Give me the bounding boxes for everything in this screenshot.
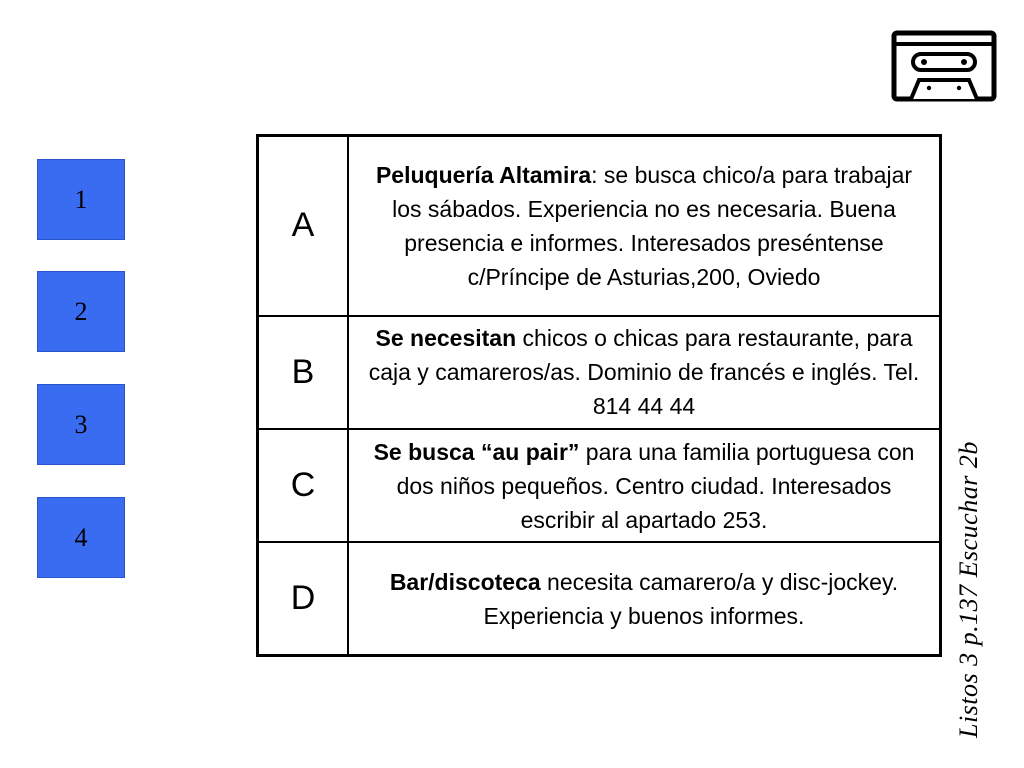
ad-row-a [258,136,941,316]
number-button-2[interactable]: 2 [37,271,125,352]
ad-text-a [348,136,941,316]
source-caption: Listos 3 p.137 Escuchar 2b [954,441,983,738]
ad-letter-c: C [258,429,349,542]
number-button-3[interactable]: 3 [37,384,125,465]
ad-body-b: chicos o chicas para restaurante, para caja y camareros/as. Dominio de francés e inglés. Tel. 814 44 44 [368,325,920,420]
ad-heading-d: Bar/discoteca [389,568,541,595]
ad-heading-a: Peluquería Altamira [375,161,592,188]
ad-body-d: necesita camarero/a y disc-jockey. Experiencia y buenos informes. [483,568,899,629]
ad-letter-a: A [258,136,349,316]
ad-text-b [348,316,941,429]
ad-letter-b: B [258,316,349,429]
ad-body-c: para una familia portuguesa con dos niños pequeños. Centro ciudad. Interesados escribir al apartado 253. [396,438,915,533]
ad-heading-c: Se busca “au pair” [373,438,580,465]
ad-row-d [258,542,941,655]
number-button-4[interactable]: 4 [37,497,125,578]
job-ads-table [256,134,942,657]
ad-text-c [348,429,941,542]
cassette-icon[interactable] [891,30,997,102]
ad-letter-d: D [258,542,349,655]
number-button-1[interactable]: 1 [37,159,125,240]
ad-body-a: : se busca chico/a para trabajar los sábados. Experiencia no es necesaria. Buena presencia e informes. Interesados preséntense c/Príncipe de Asturias,200, Oviedo [392,161,913,290]
ad-row-c [258,429,941,542]
ad-text-d [348,542,941,655]
ad-row-b [258,316,941,429]
ad-heading-b: Se necesitan [375,325,517,352]
